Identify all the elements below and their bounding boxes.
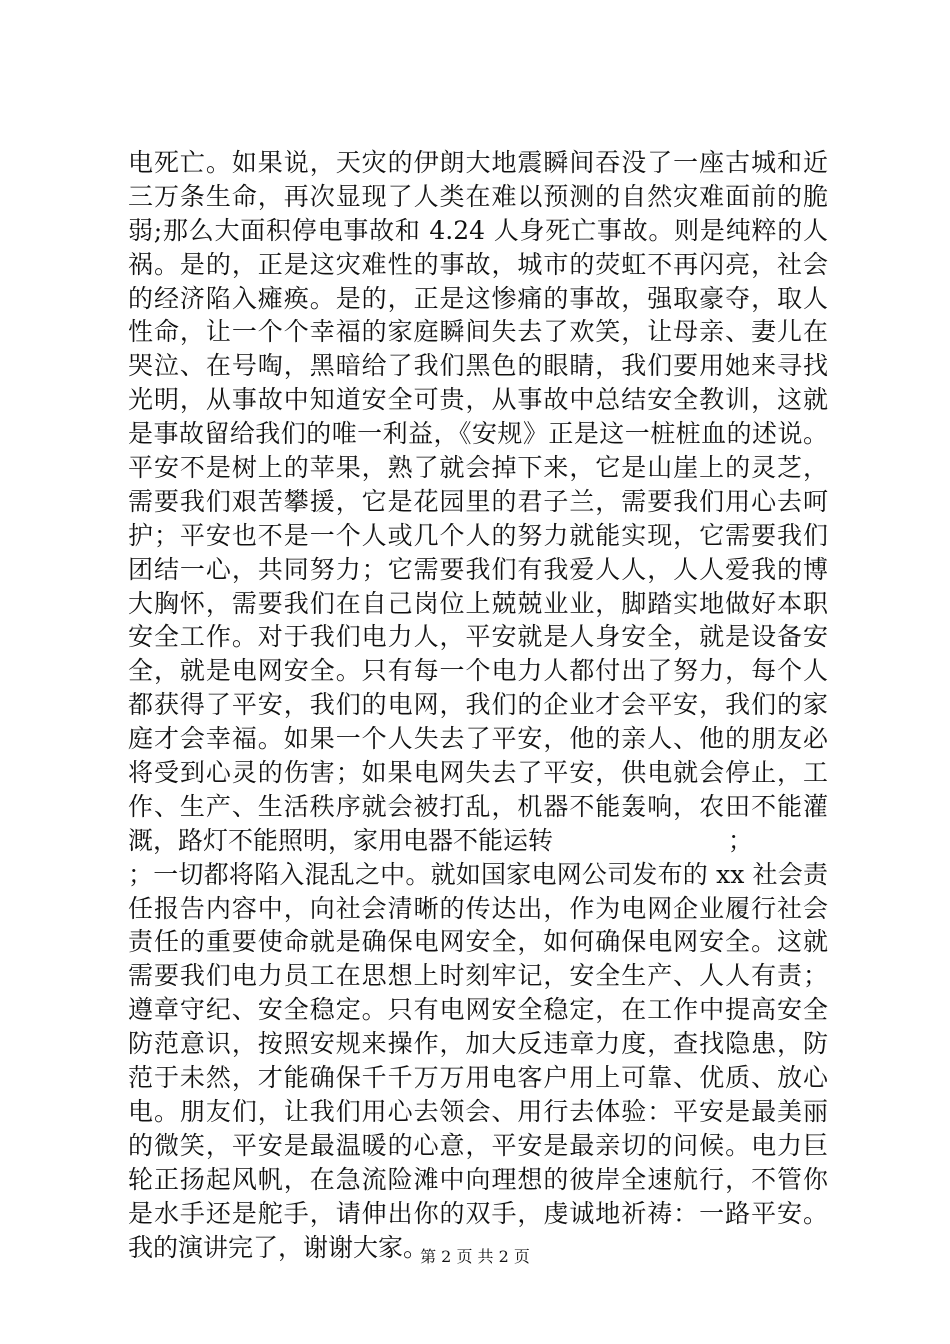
text-line: 遵章守纪、安全稳定。只有电网安全稳定，在工作中提高安全 (128, 995, 828, 1025)
text-line: 电。朋友们，让我们用心去领会、用行去体验：平安是最美丽 (128, 1096, 828, 1126)
text-line: 我的演讲完了，谢谢大家。 (128, 1232, 429, 1262)
text-line: 溉，路灯不能照明，家用电器不能运转 ； (128, 825, 753, 855)
text-line: 作、生产、生活秩序就会被打乱，机器不能轰响，农田不能灌 (128, 791, 828, 821)
text-line: 性命，让一个个幸福的家庭瞬间失去了欢笑，让母亲、妻儿在 (128, 317, 828, 347)
text-line: 电死亡。如果说，天灾的伊朗大地震瞬间吞没了一座古城和近 (128, 148, 828, 177)
text-line: 的经济陷入瘫痪。是的，正是这惨痛的事故，强取豪夺，取人 (128, 283, 828, 313)
text-line: 弱;那么大面积停电事故和 4.24 人身死亡事故。则是纯粹的人 (128, 215, 828, 245)
text-line: 安全工作。对于我们电力人，平安就是人身安全，就是设备安 (128, 622, 828, 652)
text-line: 全，就是电网安全。只有每一个电力人都付出了努力，每个人 (128, 656, 828, 686)
text-line: 哭泣、在号啕，黑暗给了我们黑色的眼睛，我们要用她来寻找 (128, 351, 828, 381)
text-line: 范于未然，才能确保千千万万用电客户用上可靠、优质、放心 (128, 1063, 828, 1093)
text-line: 的微笑，平安是最温暖的心意，平安是最亲切的问候。电力巨 (128, 1130, 828, 1160)
page-number-footer: 第 2 页 共 2 页 (420, 1247, 530, 1266)
text-line: ；一切都将陷入混乱之中。就如国家电网公司发布的 xx 社会责 (128, 859, 828, 889)
text-line: 责任的重要使命就是确保电网安全，如何确保电网安全。这就 (128, 927, 828, 957)
text-line: 任报告内容中，向社会清晰的传达出，作为电网企业履行社会 (128, 893, 828, 923)
text-line: 将受到心灵的伤害；如果电网失去了平安，供电就会停止，工 (128, 758, 828, 788)
text-line: 祸。是的，正是这灾难性的事故，城市的荧虹不再闪亮，社会 (128, 249, 828, 279)
text-line: 大胸怀，需要我们在自己岗位上兢兢业业，脚踏实地做好本职 (128, 588, 828, 618)
text-line: 三万条生命，再次显现了人类在难以预测的自然灾难面前的脆 (128, 181, 828, 211)
text-line: 护；平安也不是一个人或几个人的努力就能实现，它需要我们 (128, 520, 828, 550)
text-line: 平安不是树上的苹果，熟了就会掉下来，它是山崖上的灵芝， (128, 453, 828, 483)
text-line: 轮正扬起风帆，在急流险滩中向理想的彼岸全速航行，不管你 (128, 1164, 828, 1194)
text-line: 团结一心，共同努力；它需要我们有我爱人人，人人爱我的博 (128, 554, 828, 584)
text-line: 是水手还是舵手，请伸出你的双手，虔诚地祈祷：一路平安。 (128, 1198, 828, 1228)
text-line: 是事故留给我们的唯一利益，《安规》正是这一桩桩血的述说。 (128, 419, 828, 449)
text-line: 防范意识，按照安规来操作，加大反违章力度，查找隐患，防 (128, 1029, 828, 1059)
text-line: 需要我们电力员工在思想上时刻牢记，安全生产、人人有责； (128, 961, 828, 991)
text-line: 庭才会幸福。如果一个人失去了平安，他的亲人、他的朋友必 (128, 724, 828, 754)
text-line: 光明，从事故中知道安全可贵，从事故中总结安全教训，这就 (128, 385, 828, 415)
speech-body-text (128, 146, 828, 1264)
text-line: 需要我们艰苦攀援，它是花园里的君子兰，需要我们用心去呵 (128, 486, 828, 516)
text-line: 都获得了平安，我们的电网，我们的企业才会平安，我们的家 (128, 690, 828, 720)
